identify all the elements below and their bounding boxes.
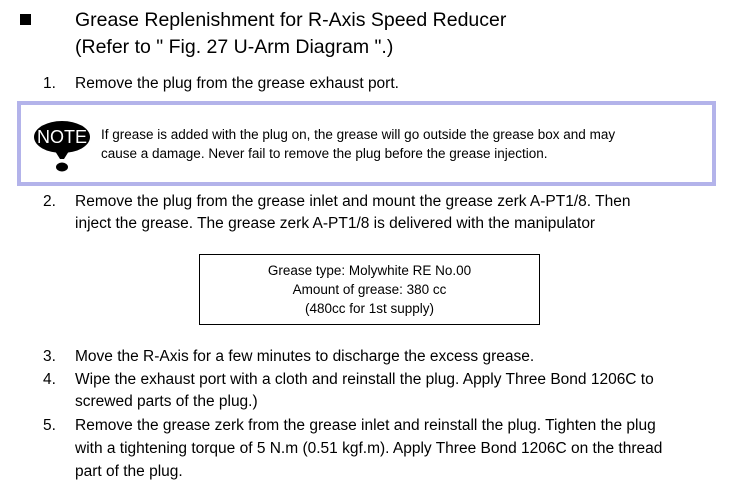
step-5-line-2: with a tightening torque of 5 N.m (0.51 kgf.m). Apply Three Bond 1206C on the thread [75,440,663,457]
grease-type: Grease type: Molywhite RE No.00 [267,263,472,278]
step-5-number: 5. [43,417,56,434]
step-2-number: 2. [43,193,56,210]
step-4-line-2: screwed parts of the plug.) [75,393,258,410]
step-4-number: 4. [43,371,56,388]
grease-amount: Amount of grease: 380 cc [292,282,447,297]
section-bullet [20,14,31,25]
step-1-text: Remove the plug from the grease exhaust port. [75,75,399,92]
step-5-line-3: part of the plug. [75,463,183,480]
grease-first-supply: (480cc for 1st supply) [304,301,435,316]
note-line-2: cause a damage. Never fail to remove the plug before the grease injection. [101,146,548,161]
step-3-text: Move the R-Axis for a few minutes to discharge the excess grease. [75,348,535,365]
note-icon [33,119,91,173]
section-title: Grease Replenishment for R-Axis Speed Reducer [75,9,507,31]
step-2-line-2: inject the grease. The grease zerk A-PT1/8 is delivered with the manipulator [75,215,596,232]
note-label: NOTE [36,127,88,147]
note-box [17,101,716,186]
step-3-number: 3. [43,348,56,365]
step-1-number: 1. [43,75,56,92]
note-line-1: If grease is added with the plug on, the grease will go outside the grease box and may [101,127,616,142]
step-2-line-1: Remove the plug from the grease inlet and mount the grease zerk A-PT1/8. Then [75,193,631,210]
section-subtitle: (Refer to " Fig. 27 U-Arm Diagram ".) [75,36,394,58]
step-4-line-1: Wipe the exhaust port with a cloth and reinstall the plug. Apply Three Bond 1206C to [75,371,654,388]
grease-spec-box [199,254,540,325]
step-5-line-1: Remove the grease zerk from the grease inlet and reinstall the plug. Tighten the plug [75,417,656,434]
